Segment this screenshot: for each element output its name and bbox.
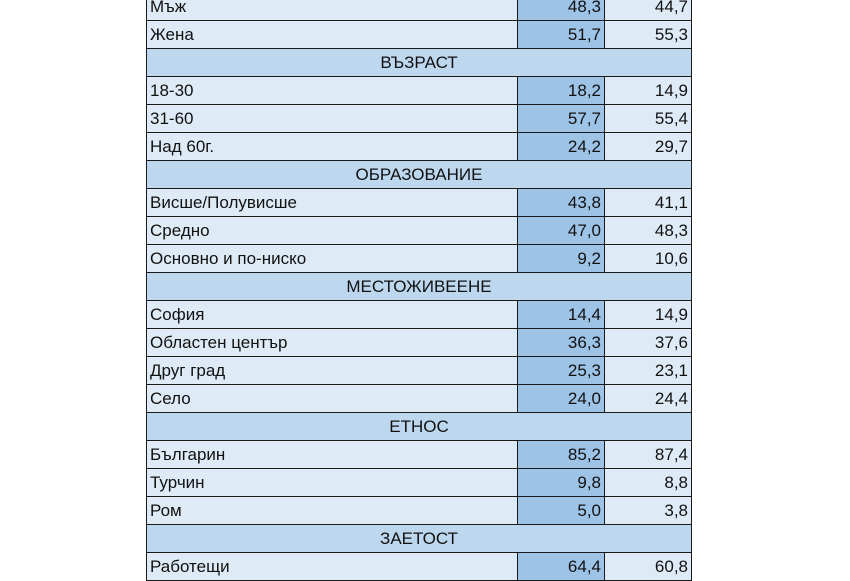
- table-row: [147, 441, 692, 469]
- table-row: [147, 245, 692, 273]
- section-header: МЕСТОЖИВЕЕНЕ: [147, 273, 692, 301]
- section-header-row: [147, 49, 692, 77]
- row-label: София: [147, 301, 518, 329]
- table-row: [147, 21, 692, 49]
- section-header: ЕТНОС: [147, 413, 692, 441]
- row-label: Турчин: [147, 469, 518, 497]
- row-label: Областен център: [147, 329, 518, 357]
- value-column-1: 5,0: [518, 497, 605, 525]
- value-column-2: 8,8: [605, 469, 692, 497]
- table-row: [147, 105, 692, 133]
- section-header-row: [147, 273, 692, 301]
- row-label: Основно и по-ниско: [147, 245, 518, 273]
- row-label: 18-30: [147, 77, 518, 105]
- value-column-2: 87,4: [605, 441, 692, 469]
- value-column-1: 51,7: [518, 21, 605, 49]
- section-header-row: [147, 161, 692, 189]
- value-column-2: 14,9: [605, 77, 692, 105]
- section-header: ОБРАЗОВАНИЕ: [147, 161, 692, 189]
- value-column-2: 44,7: [605, 0, 692, 21]
- table-row: [147, 189, 692, 217]
- value-column-2: 41,1: [605, 189, 692, 217]
- value-column-1: 14,4: [518, 301, 605, 329]
- table-row: [147, 301, 692, 329]
- row-label: Средно: [147, 217, 518, 245]
- table-row: [147, 0, 692, 21]
- value-column-2: 37,6: [605, 329, 692, 357]
- demographics-table: [146, 0, 692, 581]
- table-row: [147, 385, 692, 413]
- table-row: [147, 77, 692, 105]
- value-column-2: 48,3: [605, 217, 692, 245]
- value-column-1: 25,3: [518, 357, 605, 385]
- value-column-2: 55,3: [605, 21, 692, 49]
- value-column-2: 24,4: [605, 385, 692, 413]
- value-column-1: 57,7: [518, 105, 605, 133]
- value-column-2: 60,8: [605, 553, 692, 581]
- value-column-2: 23,1: [605, 357, 692, 385]
- value-column-1: 9,2: [518, 245, 605, 273]
- table-row: [147, 133, 692, 161]
- section-header-row: [147, 525, 692, 553]
- value-column-2: 55,4: [605, 105, 692, 133]
- table-row: [147, 217, 692, 245]
- row-label: Българин: [147, 441, 518, 469]
- value-column-1: 24,0: [518, 385, 605, 413]
- row-label: Работещи: [147, 553, 518, 581]
- table-row: [147, 497, 692, 525]
- value-column-2: 14,9: [605, 301, 692, 329]
- table-body: [147, 0, 692, 581]
- value-column-1: 24,2: [518, 133, 605, 161]
- value-column-1: 64,4: [518, 553, 605, 581]
- row-label: Село: [147, 385, 518, 413]
- table-row: [147, 357, 692, 385]
- table-row: [147, 553, 692, 581]
- row-label: Ром: [147, 497, 518, 525]
- value-column-1: 43,8: [518, 189, 605, 217]
- value-column-1: 85,2: [518, 441, 605, 469]
- section-header: ЗАЕТОСТ: [147, 525, 692, 553]
- value-column-1: 18,2: [518, 77, 605, 105]
- value-column-2: 29,7: [605, 133, 692, 161]
- value-column-2: 10,6: [605, 245, 692, 273]
- row-label: Жена: [147, 21, 518, 49]
- section-header: ВЪЗРАСТ: [147, 49, 692, 77]
- value-column-1: 48,3: [518, 0, 605, 21]
- row-label: Висше/Полувисше: [147, 189, 518, 217]
- value-column-1: 36,3: [518, 329, 605, 357]
- value-column-2: 3,8: [605, 497, 692, 525]
- table-row: [147, 469, 692, 497]
- row-label: Над 60г.: [147, 133, 518, 161]
- row-label: Мъж: [147, 0, 518, 21]
- value-column-1: 9,8: [518, 469, 605, 497]
- section-header-row: [147, 413, 692, 441]
- value-column-1: 47,0: [518, 217, 605, 245]
- row-label: Друг град: [147, 357, 518, 385]
- table-row: [147, 329, 692, 357]
- row-label: 31-60: [147, 105, 518, 133]
